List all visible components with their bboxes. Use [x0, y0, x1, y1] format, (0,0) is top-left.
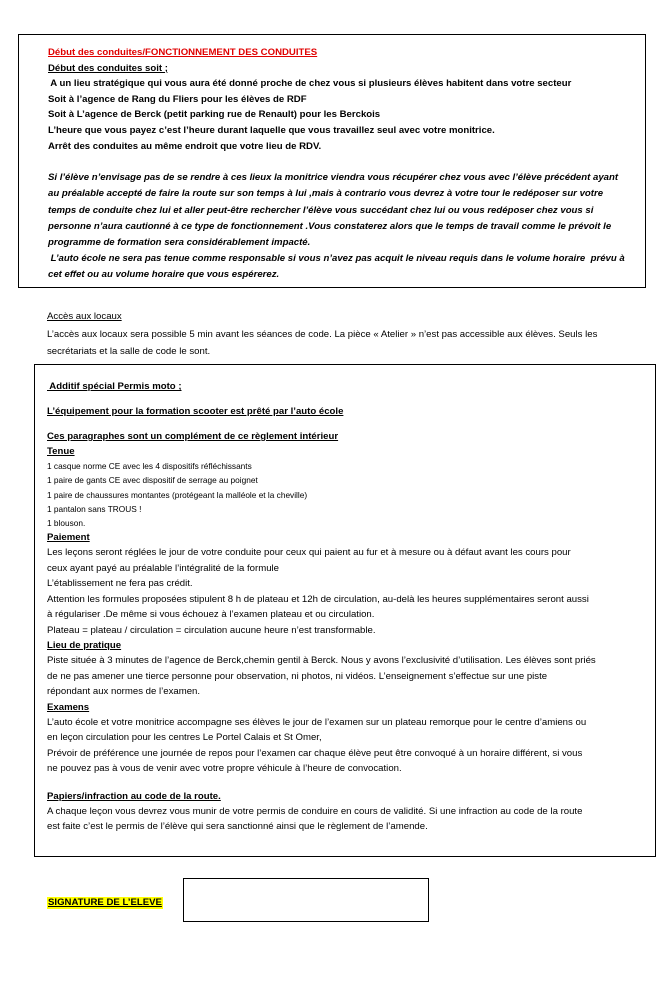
paiement-title: Paiement	[47, 532, 90, 544]
examens-line: ne pouvez pas à vous de venir avec votre propre véhicule à l’heure de convocation.	[47, 763, 402, 775]
tenue-item: 1 casque norme CE avec les 4 dispositifs réfléchissants	[47, 461, 252, 471]
paiement-line: Plateau = plateau / circulation = circulation aucune heure n’est transformable.	[47, 624, 376, 636]
paiement-line: à régulariser .De même si vous échouez à l’examen plateau et ou circulation.	[47, 609, 375, 621]
conduites-line: Arrêt des conduites au même endroit que votre lieu de RDV.	[48, 140, 322, 152]
tenue-item: 1 paire de chaussures montantes (protégeant la malléole et la cheville)	[47, 489, 308, 500]
moto-content	[47, 379, 647, 835]
pratique-line: répondant aux normes de l’examen.	[47, 686, 201, 698]
conduites-italic-block	[48, 170, 636, 283]
examens-line: Prévoir de préférence une journée de repos pour l’examen car chaque élève peut être convoqué à un horaire différent, si vous	[47, 747, 583, 759]
locaux-line: secrétariats et la salle de code le sont.	[47, 346, 211, 357]
conduites-line: A un lieu stratégique qui vous aura été donné proche de chez vous si plusieurs élèves habitent dans votre secteur	[48, 78, 572, 90]
conduites-italic-line: programme de formation sera considérablement impacté.	[48, 236, 311, 248]
conduites-line: Soit à L’agence de Berck (petit parking rue de Renault) pour les Berckois	[48, 109, 381, 121]
locaux-section	[47, 308, 643, 361]
papiers-line: A chaque leçon vous devrez vous munir de votre permis de conduire en cours de validité. Si une infraction au code de la route	[47, 805, 583, 817]
moto-box	[34, 364, 656, 857]
papiers-title: Papiers/infraction au code de la route.	[47, 790, 221, 802]
complement-title: Ces paragraphes sont un complément de ce règlement intérieur	[47, 431, 339, 442]
paiement-line: L’établissement ne fera pas crédit.	[47, 578, 193, 590]
paiement-line: ceux ayant payé au préalable l’intégralité de la formule	[47, 562, 279, 574]
conduites-italic-line: au préalable accepté de faire la route sur son temps à lui ,mais à contrario vous devrez à votre tour le redéposer sur votre	[48, 188, 604, 200]
conduites-italic-line: Si l’élève n’envisage pas de se rendre à ces lieux la monitrice viendra vous récupérer chez vous avec l’élève précédent ayant	[48, 172, 619, 184]
conduites-subheading: Début des conduites soit ;	[48, 62, 168, 74]
tenue-item: 1 paire de gants CE avec dispositif de serrage au poignet	[47, 475, 258, 486]
conduites-italic-line: personne n’aura cautionné à ce type de fonctionnement .Vous constaterez alors que le temps de travail comme le prévoit le	[48, 220, 612, 232]
locaux-title: Accès aux locaux	[47, 311, 122, 322]
paiement-line: Les leçons seront réglées le jour de votre conduite pour ceux qui paient au fur et à mesure ou à défaut avant les cours pour	[47, 547, 571, 559]
conduites-content	[48, 45, 636, 284]
paiement-line: Attention les formules proposées stipulent 8 h de plateau et 12h de circulation, au-delà les heures supplémentaires seront aussi	[47, 593, 589, 605]
conduites-italic-line: cet effet ou au volume horaire que vous espérerez.	[48, 269, 280, 281]
examens-line: en leçon circulation pour les centres Le Portel Calais et St Omer,	[47, 732, 322, 744]
conduites-line: L’heure que vous payez c’est l’heure durant laquelle que vous travaillez seul avec votre monitrice.	[48, 124, 495, 136]
tenue-item: 1 blouson.	[47, 518, 86, 529]
locaux-line: L’accès aux locaux sera possible 5 min avant les séances de code. La pièce « Atelier » n’est pas accessible aux élèves. Seuls les	[47, 328, 598, 340]
tenue-title: Tenue	[47, 446, 75, 457]
signature-field[interactable]	[183, 878, 429, 922]
conduites-box	[18, 34, 646, 288]
conduites-heading: Début des conduites/FONCTIONNEMENT DES CONDUITES	[48, 47, 318, 58]
examens-line: L’auto école et votre monitrice accompagne ses élèves le jour de l’examen sur un plateau remorque pour le centre d’amiens ou	[47, 716, 587, 728]
pratique-line: Piste située à 3 minutes de l’agence de Berck,chemin gentil à Berck. Nous y avons l’exclusivité d’utilisation. Les élèves sont priés	[47, 655, 596, 667]
signature-label: SIGNATURE DE L’ELEVE	[48, 897, 162, 908]
examens-title: Examens	[47, 701, 90, 713]
moto-title: Additif spécial Permis moto ;	[47, 381, 182, 392]
papiers-line: est faite c’est le permis de l’élève qui sera sanctionné ainsi que le règlement de l’amende.	[47, 821, 428, 833]
conduites-line: Soit à l’agence de Rang du Fliers pour les élèves de RDF	[48, 93, 307, 105]
conduites-italic-line: L’auto école ne sera pas tenue comme responsable si vous n’avez pas acquit le niveau requis dans le volume horaire prévu à	[48, 253, 625, 265]
equipement-title: L’équipement pour la formation scooter est prêté par l’auto école	[47, 406, 344, 417]
pratique-title: Lieu de pratique	[47, 640, 122, 652]
tenue-item: 1 pantalon sans TROUS !	[47, 503, 142, 514]
conduites-italic-line: temps de conduite chez lui et aller peut-être rechercher l’élève vous succédant chez lui ou vous redéposer chez vous si	[48, 204, 594, 216]
pratique-line: de ne pas amener une tierce personne pour observation, ni photos, ni vidéos. L’enseignement s’effectue sur une piste	[47, 670, 548, 682]
